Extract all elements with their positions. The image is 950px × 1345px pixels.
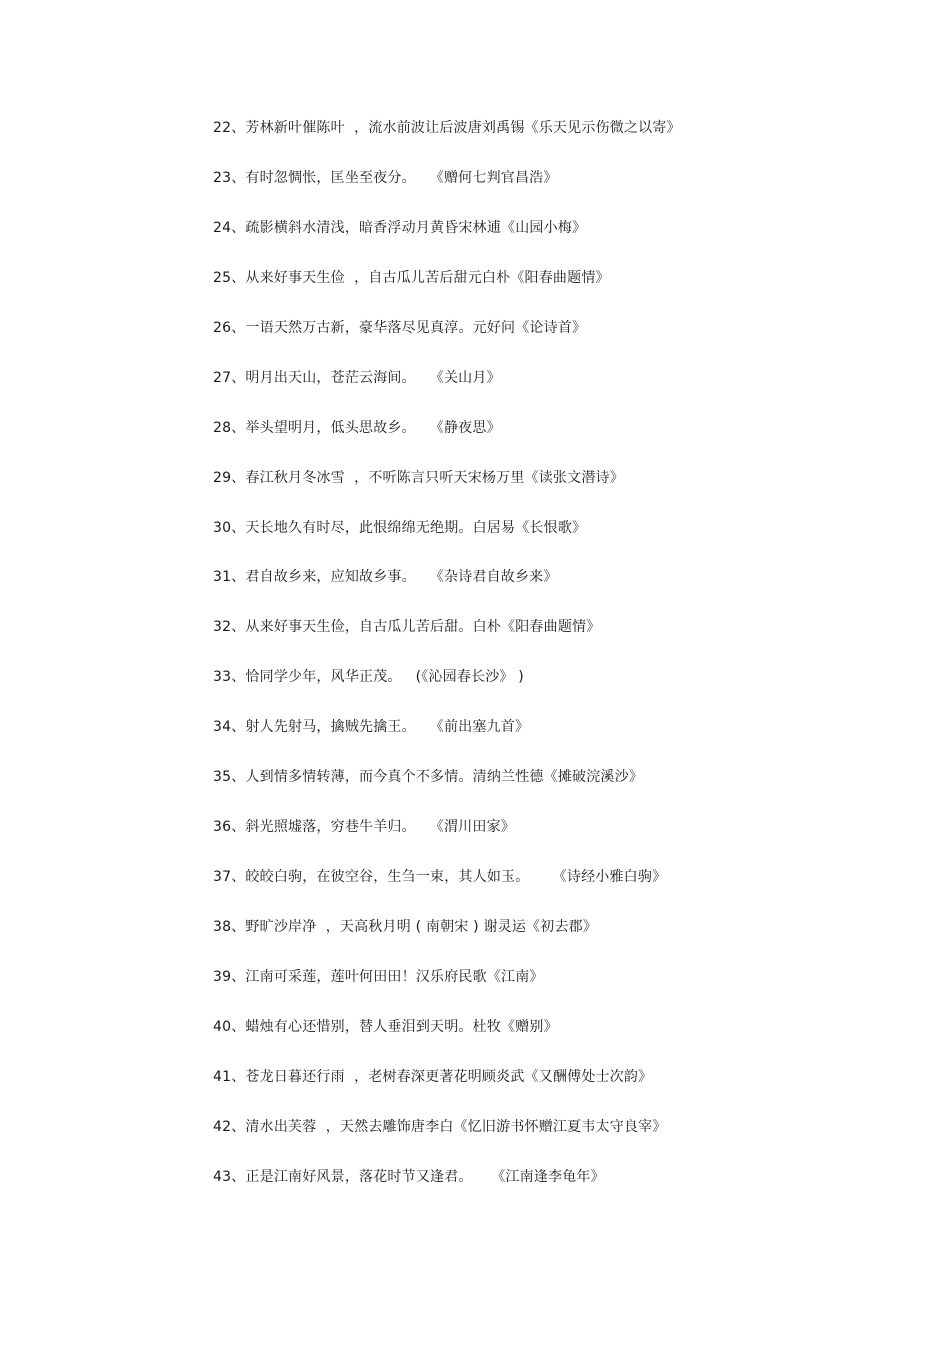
poem-line: 30、天长地久有时尽，此恨绵绵无绝期。白居易《长恨歌》	[213, 519, 587, 536]
poem-line: 43、正是江南好风景，落花时节又逢君。 《江南逢李龟年》	[213, 1168, 605, 1185]
poem-line: 25、从来好事天生俭 ，自古瓜儿苦后甜元白朴《阳春曲题情》	[213, 269, 610, 286]
poem-line-list	[213, 117, 913, 1216]
poem-line: 24、疏影横斜水清浅，暗香浮动月黄昏宋林逋《山园小梅》	[213, 219, 587, 236]
poem-line: 23、有时忽惆怅，匡坐至夜分。 《赠何七判官昌浩》	[213, 169, 558, 186]
poem-line: 37、皎皎白驹，在彼空谷，生刍一束，其人如玉。 《诗经小雅白驹》	[213, 869, 667, 886]
poem-line: 38、野旷沙岸净 ，天高秋月明 ( 南朝宋 ) 谢灵运《初去郡》	[213, 919, 598, 935]
poem-line: 39、江南可采莲，莲叶何田田！汉乐府民歌《江南》	[213, 968, 544, 985]
poem-line: 33、恰同学少年，风华正茂。 (《沁园春长沙》 )	[213, 669, 524, 686]
poem-line: 29、春江秋月冬冰雪 ，不听陈言只听天宋杨万里《读张文潜诗》	[213, 469, 624, 486]
poem-line: 22、芳林新叶催陈叶 ，流水前波让后波唐刘禹锡《乐天见示伤微之以寄》	[213, 120, 681, 136]
poem-line: 34、射人先射马，擒贼先擒王。 《前出塞九首》	[213, 719, 530, 736]
poem-line: 40、蜡烛有心还惜别，替人垂泪到天明。杜牧《赠别》	[213, 1018, 558, 1035]
poem-line: 28、举头望明月，低头思故乡。 《静夜思》	[213, 419, 501, 436]
poem-line: 32、从来好事天生俭，自古瓜儿苦后甜。白朴《阳春曲题情》	[213, 619, 601, 636]
poem-line: 26、一语天然万古新，豪华落尽见真淳。元好问《论诗首》	[213, 319, 587, 336]
poem-line: 41、苍龙日暮还行雨 ，老树春深更著花明顾炎武《又酬傅处士次韵》	[213, 1068, 653, 1085]
poem-line: 27、明月出天山，苍茫云海间。 《关山月》	[213, 369, 501, 386]
poem-line: 42、清水出芙蓉 ，天然去雕饰唐李白《忆旧游书怀赠江夏韦太守良宰》	[213, 1118, 667, 1135]
poem-line: 35、人到情多情转薄，而今真个不多情。清纳兰性德《摊破浣溪沙》	[213, 769, 644, 786]
poem-line: 36、斜光照墟落，穷巷牛羊归。 《渭川田家》	[213, 819, 515, 836]
poem-line: 31、君自故乡来，应知故乡事。 《杂诗君自故乡来》	[213, 569, 558, 586]
